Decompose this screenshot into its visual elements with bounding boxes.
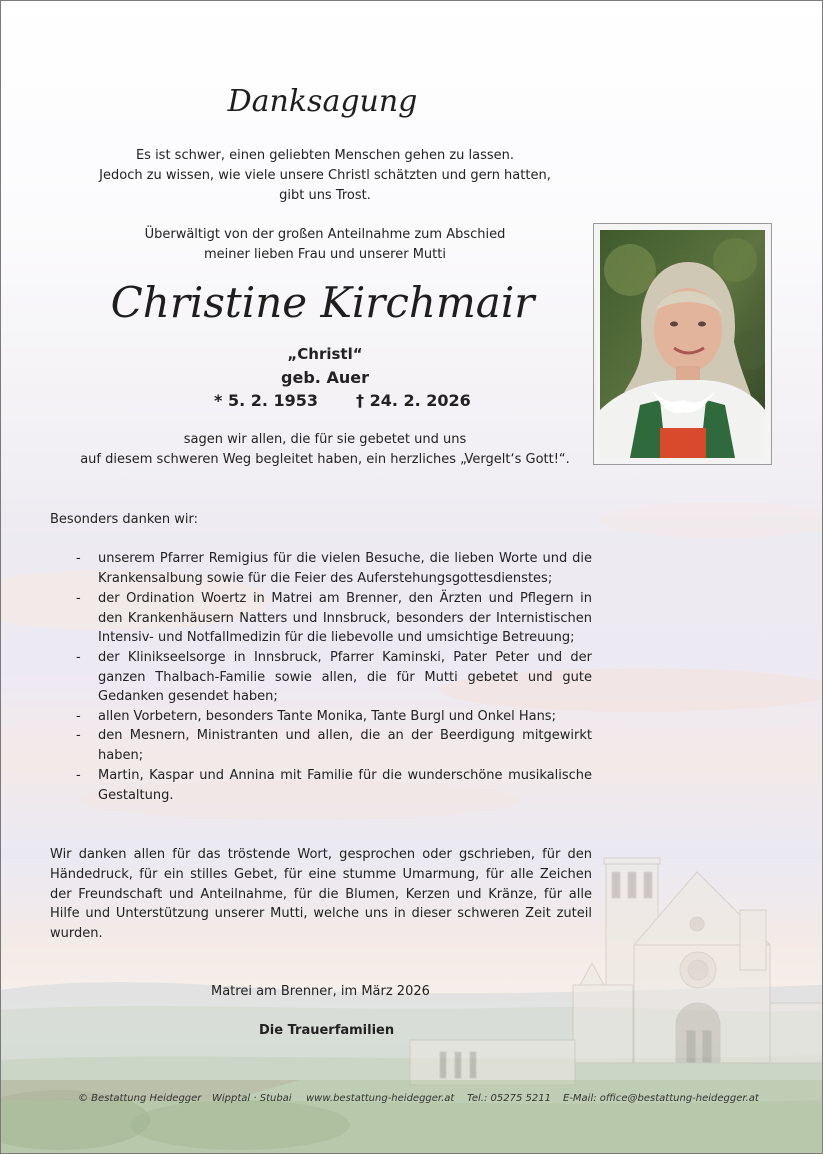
footer-website[interactable]: www.bestattung-heidegger.at xyxy=(306,1093,455,1104)
special-thanks-heading: Besonders danken wir: xyxy=(50,512,199,527)
portrait-frame xyxy=(593,223,772,465)
place-date: Matrei am Brenner, im März 2026 xyxy=(211,984,430,999)
title-danksagung: Danksagung xyxy=(227,84,418,119)
intro-line-3: gibt uns Trost. xyxy=(279,188,371,203)
footer-email[interactable]: E-Mail: office@bestattung-heidegger.at xyxy=(563,1093,759,1104)
intro-line-1: Es ist schwer, einen geliebten Menschen gehen zu lassen. xyxy=(135,148,515,163)
footer-regions: Wipptal · Stubai xyxy=(212,1093,292,1104)
deceased-name: Christine Kirchmair xyxy=(110,278,535,327)
portrait-photo xyxy=(600,230,765,458)
closing-paragraph: Wir danken allen für das tröstende Wort, gesprochen oder gschrieben, für den Händedruck, für ein stilles Gebet, für eine stumme Umarmung, für alle Zeichen der Freundschaft und Anteilnahme, für die Blumen, Kerzen und Kränze, für alle Hilfe und Unterstützung unserer Mutti, welche uns in dieser schweren Zeit zuteil wurden. xyxy=(50,847,592,942)
birth-date: * 5. 2. 1953 xyxy=(214,391,319,410)
death-date: † 24. 2. 2026 xyxy=(356,391,471,410)
thanks-line-2: auf diesem schweren Weg begleitet haben, ein herzliches „Vergelt‘s Gott!“. xyxy=(80,452,570,467)
deceased-maiden-name: geb. Auer xyxy=(281,368,369,387)
deceased-nickname: „Christl“ xyxy=(287,345,363,363)
thanks-line-1: sagen wir allen, die für sie gebetet und uns xyxy=(183,432,467,447)
intro-line-2: Jedoch zu wissen, wie viele unsere Christl schätzten und gern hatten, xyxy=(99,168,551,183)
overwhelmed-line-2: meiner lieben Frau und unserer Mutti xyxy=(204,247,446,262)
footer-phone: Tel.: 05275 5211 xyxy=(467,1093,551,1104)
footer-company: © Bestattung Heidegger xyxy=(78,1093,202,1104)
overwhelmed-line-1: Überwältigt von der großen Anteilnahme zum Abschied xyxy=(144,227,506,242)
signature: Die Trauerfamilien xyxy=(259,1023,395,1038)
